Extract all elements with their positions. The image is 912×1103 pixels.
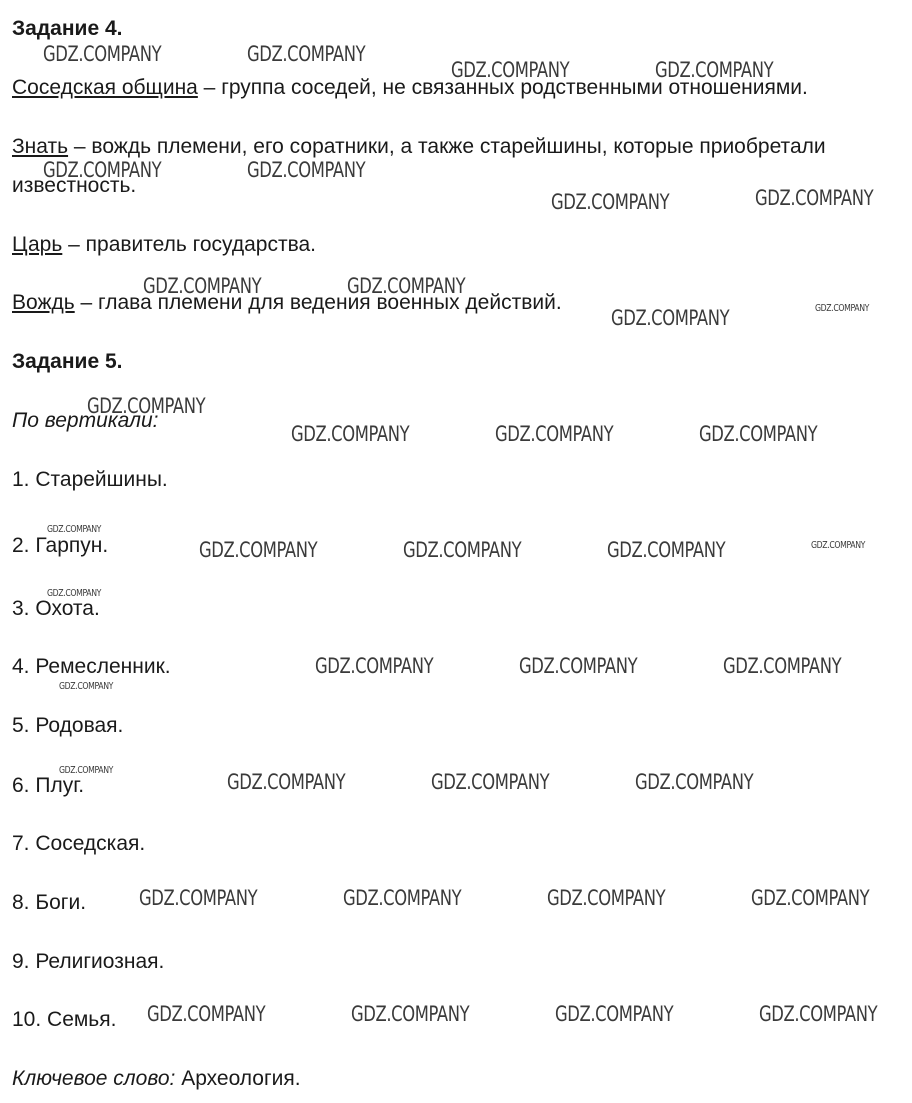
watermark: GDZ.COMPANY: [611, 306, 730, 330]
watermark: GDZ.COMPANY: [143, 274, 262, 298]
watermark: GDZ.COMPANY: [343, 886, 462, 910]
watermark: GDZ.COMPANY: [495, 422, 614, 446]
definition-term: Царь: [12, 233, 63, 256]
watermark: GDZ.COMPANY: [815, 303, 870, 314]
watermark: GDZ.COMPANY: [43, 158, 162, 182]
answer-item: 1. Старейшины.: [12, 468, 168, 491]
watermark: GDZ.COMPANY: [139, 886, 258, 910]
watermark: GDZ.COMPANY: [751, 886, 870, 910]
definition-text: – глава племени для ведения военных действий.: [74, 291, 562, 314]
watermark: GDZ.COMPANY: [555, 1002, 674, 1026]
keyword-value: Археология.: [175, 1067, 301, 1090]
definition-text: – правитель государства.: [62, 233, 316, 256]
keyword-line: [12, 1067, 301, 1091]
answer-item: 7. Соседская.: [12, 832, 146, 855]
watermark: GDZ.COMPANY: [59, 765, 114, 776]
watermark: GDZ.COMPANY: [519, 654, 638, 678]
watermark: GDZ.COMPANY: [47, 588, 102, 599]
task5-heading: Задание 5.: [12, 350, 123, 373]
definition-text: – вождь племени, его соратники, а также старейшины, которые приобретали: [68, 135, 826, 158]
answer-item: 3. Охота.: [12, 597, 100, 620]
watermark: GDZ.COMPANY: [199, 538, 318, 562]
watermark: GDZ.COMPANY: [699, 422, 818, 446]
watermark: GDZ.COMPANY: [551, 190, 670, 214]
watermark: GDZ.COMPANY: [811, 540, 866, 551]
definition-term: Вождь: [12, 291, 75, 314]
watermark: GDZ.COMPANY: [47, 524, 102, 535]
task5-subheading: По вертикали:: [12, 409, 159, 432]
answer-item: 9. Религиозная.: [12, 950, 165, 973]
watermark: GDZ.COMPANY: [347, 274, 466, 298]
watermark: GDZ.COMPANY: [227, 770, 346, 794]
answer-item: 4. Ремесленник.: [12, 655, 171, 678]
watermark: GDZ.COMPANY: [315, 654, 434, 678]
watermark: GDZ.COMPANY: [59, 681, 114, 692]
answer-item: 8. Боги.: [12, 891, 87, 914]
answer-item: 10. Семья.: [12, 1008, 117, 1031]
watermark: GDZ.COMPANY: [547, 886, 666, 910]
definition-continuation: известность.: [12, 174, 137, 197]
watermark: GDZ.COMPANY: [43, 42, 162, 66]
definition-line: [12, 291, 562, 315]
definition-term: Соседская община: [12, 76, 198, 99]
watermark: GDZ.COMPANY: [351, 1002, 470, 1026]
watermark: GDZ.COMPANY: [87, 394, 206, 418]
watermark: GDZ.COMPANY: [635, 770, 754, 794]
keyword-label: Ключевое слово:: [12, 1067, 176, 1090]
watermark: GDZ.COMPANY: [147, 1002, 266, 1026]
watermark: GDZ.COMPANY: [403, 538, 522, 562]
definition-text: – группа соседей, не связанных родственными отношениями.: [197, 76, 808, 99]
watermark: GDZ.COMPANY: [247, 42, 366, 66]
answer-item: 2. Гарпун.: [12, 534, 109, 557]
definition-term: Знать: [12, 135, 69, 158]
watermark: GDZ.COMPANY: [431, 770, 550, 794]
task4-heading: Задание 4.: [12, 17, 123, 40]
definition-line: [12, 135, 826, 159]
watermark: GDZ.COMPANY: [723, 654, 842, 678]
watermark: GDZ.COMPANY: [655, 58, 774, 82]
answer-item: 5. Родовая.: [12, 714, 124, 737]
answer-item: 6. Плуг.: [12, 774, 85, 797]
watermark: GDZ.COMPANY: [607, 538, 726, 562]
watermark: GDZ.COMPANY: [291, 422, 410, 446]
watermark: GDZ.COMPANY: [759, 1002, 878, 1026]
definition-line: [12, 233, 316, 257]
watermark: GDZ.COMPANY: [247, 158, 366, 182]
watermark: GDZ.COMPANY: [451, 58, 570, 82]
watermark: GDZ.COMPANY: [755, 186, 874, 210]
